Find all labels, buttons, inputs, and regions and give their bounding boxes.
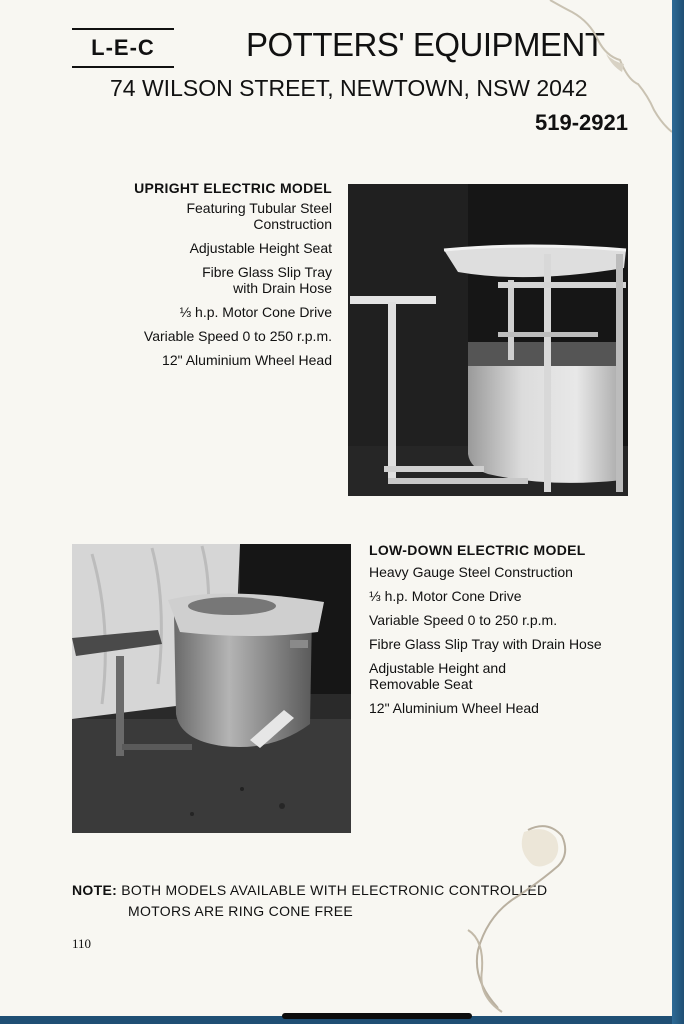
lowdown-feature-list: [369, 564, 619, 716]
lowdown-model-title: LOW-DOWN ELECTRIC MODEL: [369, 542, 586, 558]
home-indicator[interactable]: [282, 1013, 472, 1019]
lowdown-wheel-photo: [72, 544, 351, 833]
lowdown-feature: Variable Speed 0 to 250 r.p.m.: [369, 612, 558, 628]
upright-feature: ⅓ h.p. Motor Cone Drive: [179, 304, 332, 320]
company-address: 74 WILSON STREET, NEWTOWN, NSW 2042: [110, 75, 588, 101]
logo-text: L-E-C: [91, 35, 155, 60]
note-label: NOTE:: [72, 882, 118, 898]
upright-feature: Adjustable Height Seat: [189, 240, 332, 256]
lowdown-wheel-illustration: [72, 544, 351, 833]
lowdown-feature: Heavy Gauge Steel Construction: [369, 564, 573, 580]
page-number: 110: [72, 936, 92, 951]
upright-model-section: [40, 180, 332, 368]
lowdown-model-section: [369, 542, 619, 716]
upright-model-title: UPRIGHT ELECTRIC MODEL: [134, 180, 332, 196]
upright-feature: Variable Speed 0 to 250 r.p.m.: [143, 328, 332, 344]
upright-wheel-illustration: [348, 184, 628, 496]
company-phone: 519-2921: [535, 110, 628, 135]
viewer-frame: [672, 0, 684, 1024]
note-line-1: BOTH MODELS AVAILABLE WITH ELECTRONIC CONTROLLED: [121, 882, 548, 898]
lowdown-feature: 12" Aluminium Wheel Head: [369, 700, 539, 716]
lowdown-feature: Adjustable Height and Removable Seat: [369, 660, 506, 692]
upright-feature: Fibre Glass Slip Tray with Drain Hose: [202, 264, 332, 296]
upright-feature: Featuring Tubular Steel Construction: [186, 200, 332, 232]
lowdown-feature: ⅓ h.p. Motor Cone Drive: [369, 588, 522, 604]
note-line-2: MOTORS ARE RING CONE FREE: [128, 903, 354, 919]
footer-note: [72, 880, 632, 922]
upright-feature: 12" Aluminium Wheel Head: [162, 352, 332, 368]
brand-title: POTTERS' EQUIPMENT: [246, 26, 605, 63]
upright-wheel-photo: [348, 184, 628, 496]
company-logo: [72, 28, 174, 68]
lowdown-feature: Fibre Glass Slip Tray with Drain Hose: [369, 636, 602, 652]
upright-feature-list: [40, 200, 332, 368]
